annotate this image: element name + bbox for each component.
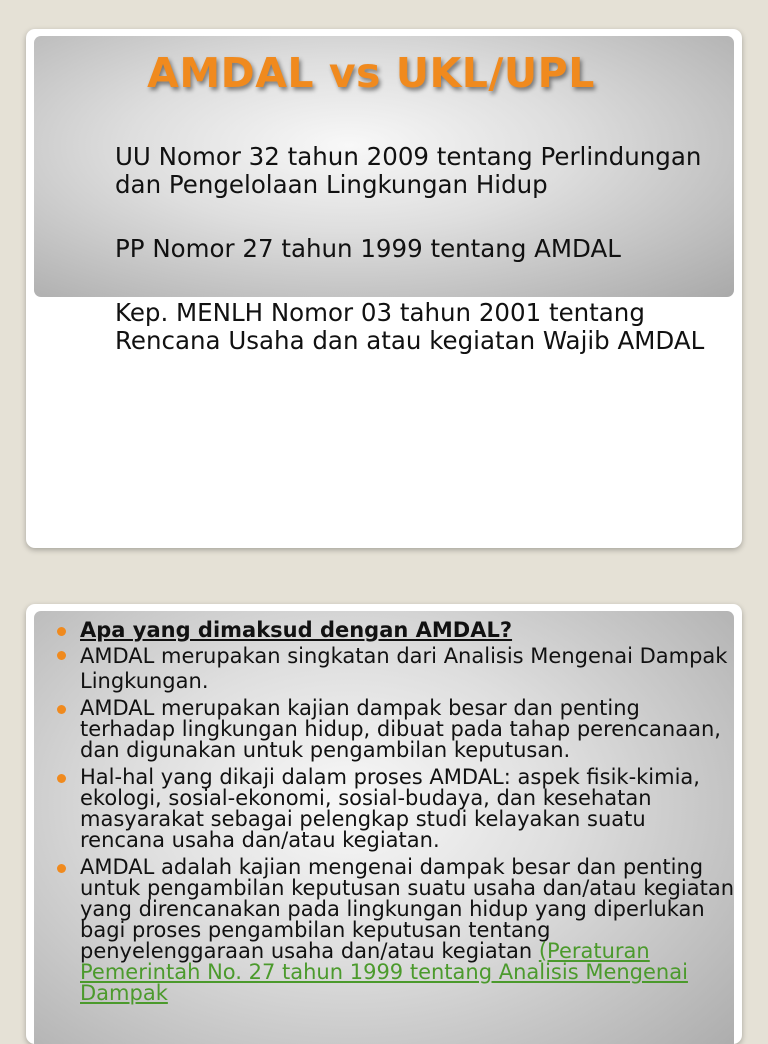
bullet-dot-icon <box>57 864 66 873</box>
reference-list <box>115 143 725 391</box>
bullet-text: AMDAL merupakan singkatan dari Analisis Mengenai Dampak Lingkungan. <box>80 644 728 693</box>
bullet-item <box>54 767 734 851</box>
slide-1 <box>26 29 742 548</box>
bullet-item <box>54 644 734 694</box>
bullet-text: Apa yang dimaksud dengan AMDAL? <box>80 618 513 642</box>
slide-2 <box>26 604 742 1044</box>
bullet-text: AMDAL merupakan kajian dampak besar dan penting terhadap lingkungan hidup, dibuat pada tahap perencanaan, dan digunakan untuk pengambilan keputusan. <box>80 696 721 762</box>
bullet-dot-icon <box>57 627 66 636</box>
bullet-dot-icon <box>57 705 66 714</box>
reference-item: Kep. MENLH Nomor 03 tahun 2001 tentang Rencana Usaha dan atau kegiatan Wajib AMDAL <box>115 298 705 355</box>
bullet-text: AMDAL adalah kajian mengenai dampak besar dan penting untuk pengambilan keputusan suatu usaha dan/atau kegiatan yang direncanakan pada lingkungan hidup yang diperlukan bagi proses pengambilan keputusan tentang penyelenggaraan usaha dan/atau kegiatan <box>80 855 735 963</box>
bullet-text: Hal-hal yang dikaji dalam proses AMDAL: aspek fisik-kimia, ekologi, sosial-ekonomi, sosial-budaya, dan kesehatan masyarakat sebagai pelengkap studi kelayakan suatu rencana usaha dan/atau kegiatan. <box>80 765 700 852</box>
reference-item: UU Nomor 32 tahun 2009 tentang Perlindungan dan Pengelolaan Lingkungan Hidup <box>115 142 702 199</box>
bullet-dot-icon <box>57 651 66 660</box>
bullet-item <box>54 857 734 1004</box>
bullet-item <box>54 698 734 761</box>
reference-item: PP Nomor 27 tahun 1999 tentang AMDAL <box>115 234 621 263</box>
slide-title: AMDAL vs UKL/UPL <box>147 49 595 97</box>
bullet-question <box>54 620 734 641</box>
bullet-list <box>54 620 734 1010</box>
citation-link[interactable]: (Peraturan Pemerintah No. 27 tahun 1999 tentang Analisis Mengenai Dampak <box>80 939 688 1005</box>
bullet-dot-icon <box>57 774 66 783</box>
